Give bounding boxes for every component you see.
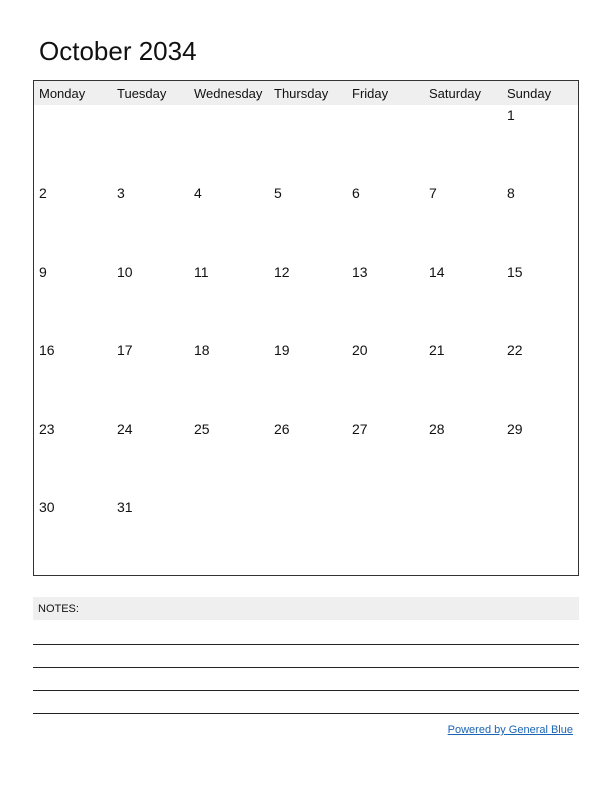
day-cell: 18 (194, 342, 210, 358)
day-cell: 30 (39, 499, 55, 515)
day-cell: 16 (39, 342, 55, 358)
note-line (33, 713, 579, 714)
calendar-grid (33, 80, 579, 576)
day-cell: 31 (117, 499, 133, 515)
day-cell: 25 (194, 421, 210, 437)
day-cell: 21 (429, 342, 445, 358)
note-line (33, 644, 579, 645)
day-cell: 13 (352, 264, 368, 280)
weekday-sunday: Sunday (507, 86, 552, 101)
note-line (33, 667, 579, 668)
weekday-tuesday: Tuesday (117, 86, 167, 101)
day-cell: 9 (39, 264, 47, 280)
day-cell: 6 (352, 185, 360, 201)
powered-by-link[interactable]: Powered by General Blue (447, 724, 573, 736)
day-cell: 2 (39, 185, 47, 201)
day-cell: 28 (429, 421, 445, 437)
day-cell: 7 (429, 185, 437, 201)
day-cell: 11 (194, 264, 209, 280)
weekday-header-row (34, 81, 578, 105)
day-cell: 15 (507, 264, 523, 280)
day-cell: 20 (352, 342, 368, 358)
day-cell: 4 (194, 185, 202, 201)
notes-header (33, 597, 579, 620)
day-cell: 19 (274, 342, 290, 358)
day-cell: 29 (507, 421, 523, 437)
calendar-title: October 2034 (39, 36, 197, 66)
day-cell: 27 (352, 421, 368, 437)
weekday-wednesday: Wednesday (194, 86, 263, 101)
day-cell: 24 (117, 421, 133, 437)
day-cell: 5 (274, 185, 282, 201)
weekday-thursday: Thursday (274, 86, 329, 101)
day-cell: 26 (274, 421, 290, 437)
day-cell: 14 (429, 264, 445, 280)
day-cell: 1 (507, 107, 515, 123)
day-cell: 3 (117, 185, 125, 201)
day-cell: 12 (274, 264, 290, 280)
day-cell: 17 (117, 342, 133, 358)
day-cell: 22 (507, 342, 523, 358)
day-cell: 23 (39, 421, 55, 437)
day-cell: 10 (117, 264, 133, 280)
note-line (33, 690, 579, 691)
day-cell: 8 (507, 185, 515, 201)
weekday-saturday: Saturday (429, 86, 482, 101)
notes-label: NOTES: (38, 603, 79, 615)
weekday-monday: Monday (39, 86, 86, 101)
weekday-friday: Friday (352, 86, 389, 101)
